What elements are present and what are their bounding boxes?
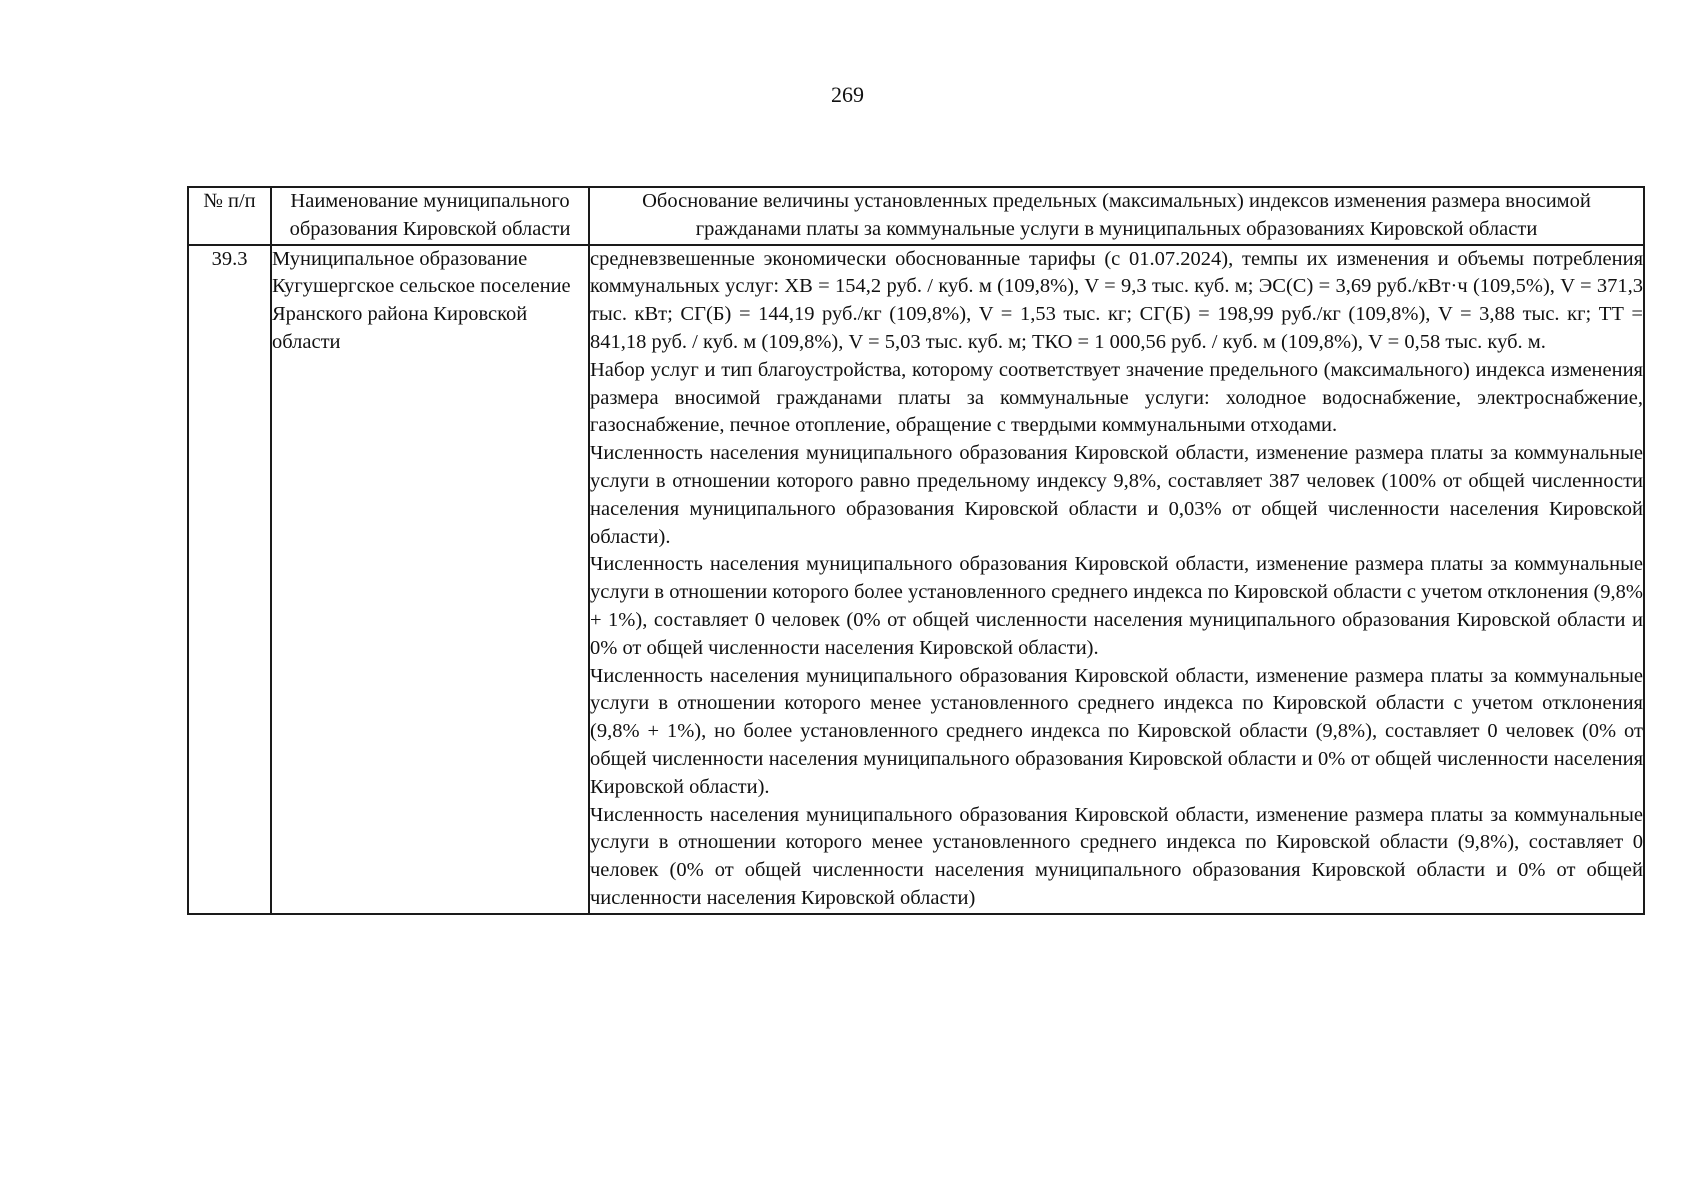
population-above-index-paragraph: Численность населения муниципального образования Кировской области, изменение размера платы за коммунальные услуги в отношении которого более установленного среднего индекса по Кировской области с учетом отклонения (9,8% + 1%), составляет 0 человек (0% от общей численности населения муниципального образования Кировской области и 0% от общей численности населения Кировской области). — [590, 553, 1643, 659]
services-set-paragraph: Набор услуг и тип благоустройства, которому соответствует значение предельного (максимального) индекса изменения размера вносимой гражданами платы за коммунальные услуги: холодное водоснабжение, электроснабжение, газоснабжение, печное отопление, обращение с твердыми коммунальными отходами. — [590, 358, 1643, 437]
population-below-index-paragraph: Численность населения муниципального образования Кировской области, изменение размера платы за коммунальные услуги в отношении которого менее установленного среднего индекса по Кировской области (9,8%), составляет 0 человек (0% от общей численности населения муниципального образования Кировской области и 0% от общей численности населения Кировской области) — [590, 803, 1643, 909]
table-row — [188, 245, 1644, 914]
header-municipality-name: Наименование муниципального образования Кировской области — [271, 187, 589, 245]
population-between-index-paragraph: Численность населения муниципального образования Кировской области, изменение размера платы за коммунальные услуги в отношении которого менее установленного среднего индекса по Кировской области с учетом отклонения (9,8% + 1%), но более установленного среднего индекса по Кировской области (9,8%), составляет 0 человек (0% от общей численности населения муниципального образования Кировской области и 0% от общей численности населения Кировской области). — [590, 664, 1643, 798]
tariffs-paragraph: средневзвешенные экономически обоснованные тарифы (с 01.07.2024), темпы их изменения и объемы потребления коммунальных услуг: ХВ = 154,2 руб. / куб. м (109,8%), V = 9,3 тыс. куб. м; ЭС(С) = 3,69 руб./кВт·ч (109,5%), V = 371,3 тыс. кВт; СГ(Б) = 144,19 руб./кг (109,8%), V = 1,53 тыс. кг; СГ(Б) = 198,99 руб./кг (109,8%), V = 3,88 тыс. кг; ТТ = 841,18 руб. / куб. м (109,8%), V = 5,03 тыс. куб. м; ТКО = 1 000,56 руб. / куб. м (109,8%), V = 0,58 тыс. куб. м. — [590, 247, 1643, 353]
table-header-row — [188, 187, 1644, 245]
tariff-index-table — [187, 186, 1645, 915]
page-number: 269 — [831, 82, 864, 107]
header-justification: Обоснование величины установленных предельных (максимальных) индексов изменения размера вносимой гражданами платы за коммунальные услуги в муниципальных образованиях Кировской области — [589, 187, 1644, 245]
population-equal-index-paragraph: Численность населения муниципального образования Кировской области, изменение размера платы за коммунальные услуги в отношении которого равно предельному индексу 9,8%, составляет 387 человек (100% от общей численности населения муниципального образования Кировской области и 0,03% от общей численности населения Кировской области). — [590, 442, 1643, 548]
row-number: 39.3 — [188, 245, 271, 914]
header-number: № п/п — [188, 187, 271, 245]
municipality-name: Муниципальное образование Кугушергское сельское поселение Яранского района Кировской области — [271, 245, 589, 914]
justification-cell — [589, 245, 1644, 914]
